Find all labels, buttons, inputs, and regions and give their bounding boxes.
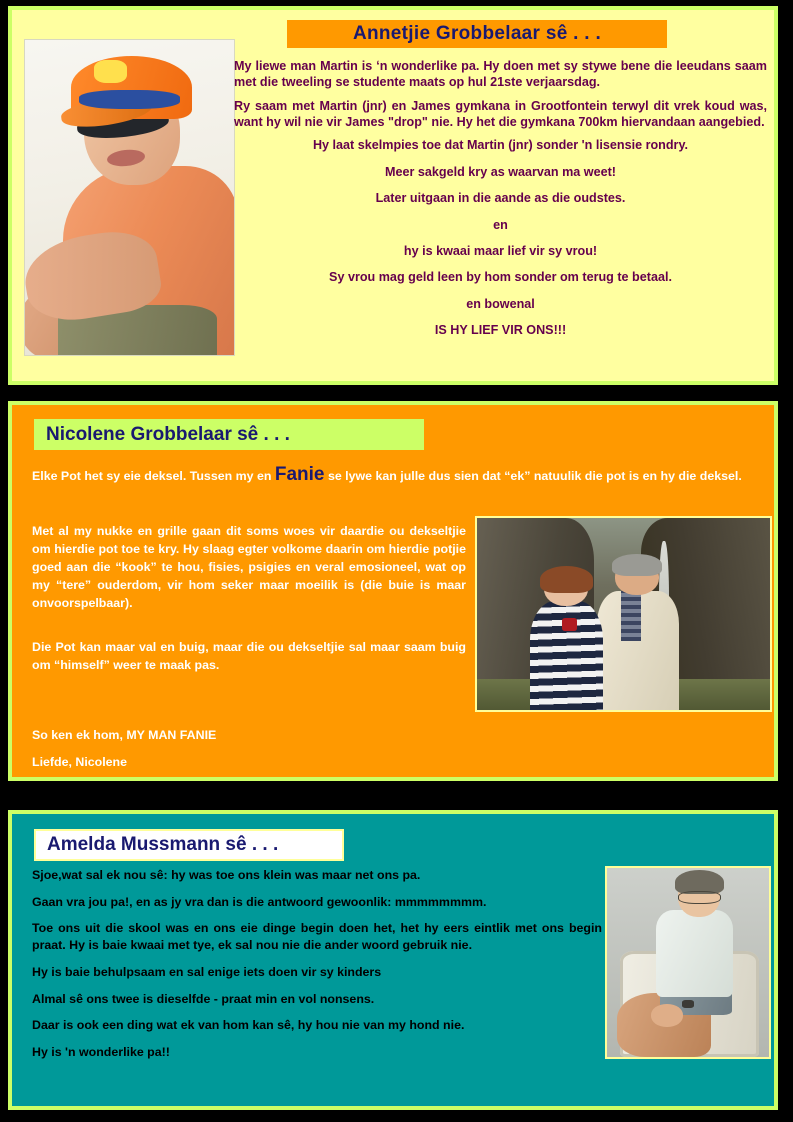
nicolene-signoff-line-2: Liefde, Nicolene — [32, 755, 128, 770]
photo-martin — [24, 39, 235, 356]
photo-cap-band — [79, 90, 179, 109]
photo-man-hair — [612, 554, 662, 575]
amelda-paragraph-4: Hy is baie behulpsaam en sal enige iets doen vir sy kinders — [32, 964, 382, 979]
annetjie-line-7: en bowenal — [466, 296, 535, 311]
section-amelda — [8, 810, 778, 1110]
photo-woman-hair — [540, 566, 593, 593]
annetjie-line-6: Sy vrou mag geld leen by hom sonder om terug te betaal. — [329, 270, 672, 285]
photo-woman-badge — [562, 618, 577, 631]
amelda-paragraph-7: Hy is 'n wonderlike pa!! — [32, 1045, 170, 1060]
amelda-paragraph-1: Sjoe,wat sal ek nou sê: hy was toe ons klein was maar net ons pa. — [32, 868, 421, 882]
section-annetjie — [8, 6, 778, 385]
amelda-paragraph-2: Gaan vra jou pa!, en as jy vra dan is die antwoord gewoonlik: mmmmmmmm. — [32, 894, 487, 909]
nicolene-intro-before: Elke Pot het sy eie deksel. Tussen my en — [32, 469, 275, 483]
annetjie-line-4: en — [493, 217, 508, 232]
annetjie-body — [234, 58, 767, 348]
annetjie-line-5: hy is kwaai maar lief vir sy vrou! — [403, 243, 598, 258]
annetjie-line-8: IS HY LIEF VIR ONS!!! — [434, 322, 567, 337]
photo-hands — [651, 1004, 683, 1027]
amelda-body — [32, 867, 602, 1071]
nicolene-signoff-line-1: So ken ek hom, MY MAN FANIE — [32, 728, 217, 742]
amelda-paragraph-3: Toe ons uit die skool was en ons eie dinge begin doen het, het hy eers eintlik met ons begin praat. Hy is baie kwaai met tye, ek sal nou nie die ander woord gebruik nie. — [32, 921, 602, 953]
photo-wristwatch — [682, 1000, 695, 1008]
nicolene-fanie-highlight: Fanie — [274, 464, 325, 485]
annetjie-header-title: Annetjie Grobbelaar sê . . . — [352, 23, 602, 44]
annetjie-paragraph-2: Ry saam met Martin (jnr) en James gymkana in Grootfontein terwyl dit vrek koud was, want hy wil nie vir James "drop" nie. Hy het die gymkana 700km hiervandaan aangebied. — [234, 98, 767, 130]
nicolene-body — [32, 523, 466, 701]
photo-amelda-father — [605, 866, 771, 1059]
nicolene-paragraph-2: Die Pot kan maar val en buig, maar die ou dekseltjie sal maar saam buig om “himself” weer te maak pas. — [32, 639, 466, 672]
photo-man-shirt — [621, 591, 642, 641]
nicolene-signoff — [32, 727, 532, 781]
photo-eyeglasses — [678, 891, 721, 904]
annetjie-line-3: Later uitgaan in die aande as die oudstes. — [375, 191, 626, 206]
photo-nicolene-and-fanie — [475, 516, 772, 712]
amelda-header-banner — [34, 829, 344, 861]
photo-shirt — [656, 910, 734, 997]
amelda-header-title: Amelda Mussmann sê . . . — [47, 834, 279, 855]
annetjie-header-banner — [287, 20, 667, 48]
nicolene-header-banner — [34, 419, 424, 450]
annetjie-line-2: Meer sakgeld kry as waarvan ma weet! — [384, 164, 616, 179]
nicolene-header-title: Nicolene Grobbelaar sê . . . — [46, 423, 290, 445]
nicolene-intro-after: se lywe kan julle dus sien dat “ek” natuulik die pot is en hy die deksel. — [324, 469, 742, 483]
amelda-paragraph-5: Almal sê ons twee is dieselfde - praat min en vol nonsens. — [32, 991, 375, 1006]
amelda-paragraph-6: Daar is ook een ding wat ek van hom kan sê, hy hou nie van my hond nie. — [32, 1018, 465, 1033]
nicolene-intro-paragraph — [32, 461, 760, 489]
annetjie-line-1: Hy laat skelmpies toe dat Martin (jnr) sonder 'n lisensie rondry. — [312, 138, 689, 153]
section-nicolene — [8, 401, 778, 781]
annetjie-paragraph-1: My liewe man Martin is ʻn wonderlike pa. Hy doen met sy stywe bene die leeudans saam met die tweeling se studente maats op hul 21ste verjaarsdag. — [234, 59, 767, 90]
nicolene-paragraph-1: Met al my nukke en grille gaan dit soms woes vir daardie ou dekseltjie om hierdie pot toe te kry. Hy slaag egter volkome daarin om hierdie potjie goed aan die “kook” te hou, fisies, psigies en veral emosioneel, wat op my “tere” ouderdom, vir hom seker maar moeilik is (die buie is maar onvoorspelbaar). — [32, 524, 466, 610]
photo-cap-logo — [94, 60, 127, 82]
